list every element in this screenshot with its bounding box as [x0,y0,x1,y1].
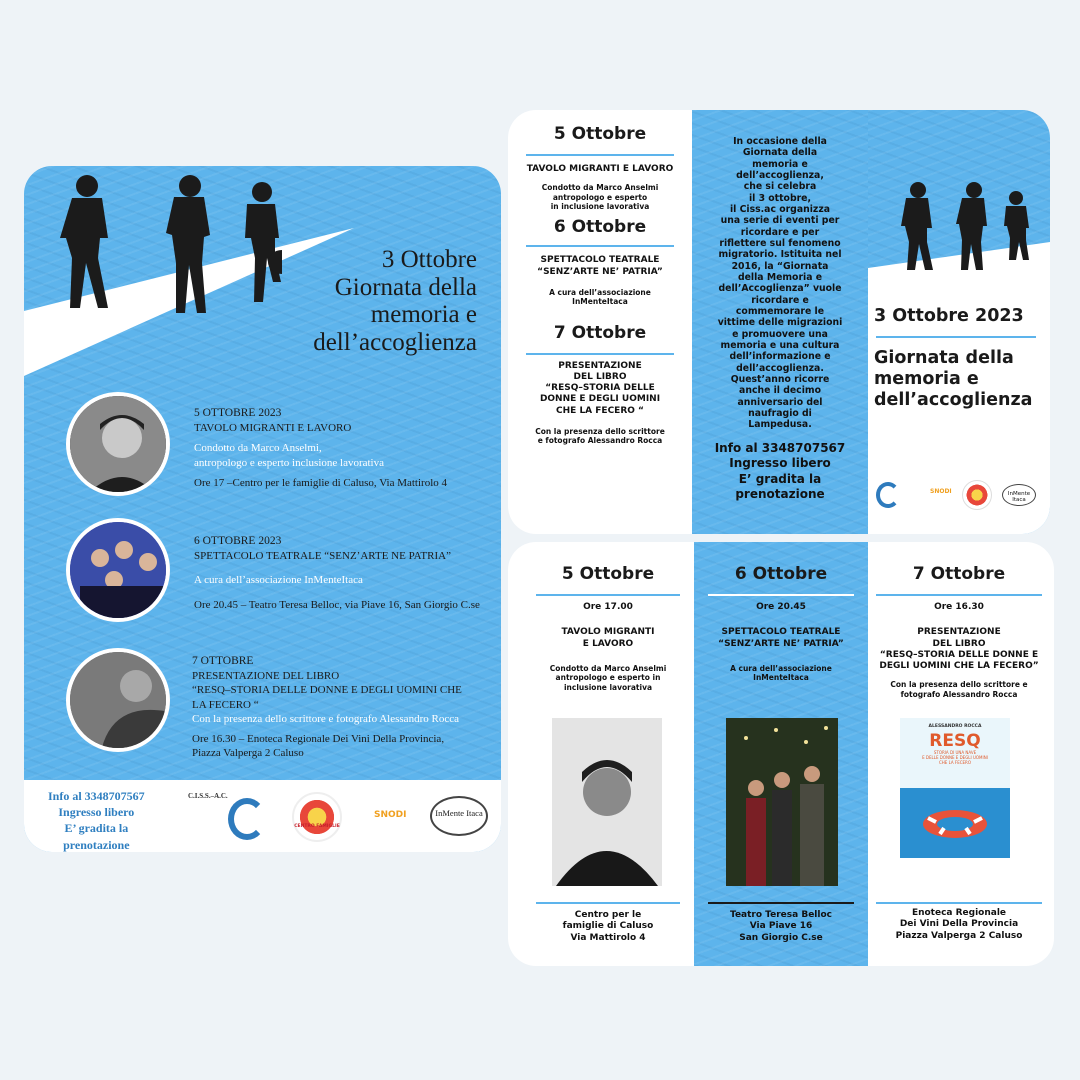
theatre-photo [66,518,170,622]
l2-time-3: Ore 16.30 [934,602,984,612]
cover-title: Giornata della memoria e dell’accoglienza [874,348,1033,410]
event-1-desc2: antropologo e esperto inclusione lavorativa [194,456,384,469]
lifebuoy-icon [900,788,1010,858]
event-3-name: PRESENTAZIONE DEL LIBRO [192,669,340,682]
event-3-desc1: Con la presenza dello scrittore e fotografo Alessandro Rocca [192,712,459,725]
book-cover [900,718,1010,858]
l2-col-3 [876,542,1042,699]
l2-name-2: SPETTACOLO TEATRALE “SENZ’ARTE NE’ PATRIA” [718,627,844,649]
l2-date-2: 6 Ottobre [734,564,828,584]
l1-name-2: SPETTACOLO TEATRALE “SENZ’ARTE NE’ PATRIA” [537,255,663,277]
info-booking-1: E’ gradita la [64,821,129,836]
l2-time-1: Ore 17.00 [583,602,633,612]
l2-desc-3: Con la presenza dello scrittore e fotografo Alessandro Rocca [890,680,1028,699]
event-3-where: Ore 16.30 – Enoteca Regionale Dei Vini Della Provincia, [192,733,445,746]
event-2-name: SPETTACOLO TEATRALE “SENZ’ARTE NE PATRIA” [194,549,451,562]
poster-card [24,166,501,852]
l1-date-3: 7 Ottobre [553,322,647,343]
event-3 [192,654,492,761]
l2-desc-2: A cura dell’associazione InMenteItaca [730,663,832,683]
l1-name-3: PRESENTAZIONE DEL LIBRO “RESQ–STORIA DELLE DONNE E DEGLI UOMINI CHE LA FECERO “ [539,360,661,416]
cover-date: 3 Ottobre 2023 [874,306,1024,326]
book-author: ALESSANDRO ROCCA [928,724,982,729]
l1-name-1: TAVOLO MIGRANTI E LAVORO [526,164,674,174]
event-1-where: Ore 17 –Centro per le famiglie di Caluso, Via Mattirolo 4 [194,476,447,489]
poster-title-date: 3 Ottobre [381,246,477,273]
leaflet-program [508,542,1054,966]
event-3-name2: “RESQ–STORIA DELLE DONNE E DEGLI UOMINI CHE [192,684,462,697]
l2-desc-1: Condotto da Marco Anselmi antropologo e esperto in inclusione lavorativa [549,663,667,692]
info-booking-2: prenotazione [63,837,130,852]
event-3-name3: LA FECERO “ [192,698,259,711]
intro-text: In occasione della Giornata della memoria e dell’accoglienza, che si celebra il 3 ottobre, il Ciss.ac organizza una serie di eventi per ricordare e per riflettere sul fenomeno migratorio. Istituita nel 2016, la “Giornata della Memoria e dell’Accoglienza” vuole ricordare e commemorare le vittime delle migrazioni e promuovere una memoria e una cultura dell’informazione e dell’accoglienza. Quest’anno ricorre anche il decimo anniversario del naufragio di Lampedusa. [717,136,843,431]
l2-place-2: Teatro Teresa Belloc Via Piave 16 San Giorgio C.se [730,910,832,943]
event-2 [194,534,489,612]
speaker-photo-large [552,718,662,886]
leaflet1-intro-column [692,110,868,534]
cover-silhouettes-icon [894,180,1034,272]
event-3-date: 7 OTTOBRE [192,655,254,667]
l2-col-1 [536,542,680,692]
event-2-desc1: A cura dell’associazione InMenteItaca [194,574,363,587]
l2-name-3: PRESENTAZIONE DEL LIBRO “RESQ–STORIA DELLE DONNE E DEGLI UOMINI CHE LA FECERO” [879,627,1039,671]
event-1 [194,406,484,490]
leaflet-inside [508,110,1050,534]
snodi-logo: SNODI [374,810,407,820]
event-1-desc1: Condotto da Marco Anselmi, [194,442,322,455]
l2-place-1: Centro per le famiglie di Caluso Via Mattirolo 4 [562,910,654,943]
info-free-entry: Ingresso libero [58,805,135,820]
theatre-photo-large [726,718,838,886]
l1-info: Info al 3348707567 Ingresso libero E’ gradita la prenotazione [714,440,846,502]
leaflet1-program-column: 5 Ottobre TAVOLO MIGRANTI E LAVORO Condotto da Marco Anselmi antropologo e esperto in inclusione lavorativa 6 Ottobre SPETTACOLO TEATRALE “SENZ’ARTE NE’ PATRIA” A cura dell’associazione InMenteItaca 7 Ottobre PRESENTAZIONE DEL LIBRO “RESQ–STORIA DELLE DONNE E DEGLI UOMINI CHE LA FECERO “ Con la presenza dello scrittore e fotografo Alessandro Rocca [526,124,674,446]
poster-title [313,246,477,356]
poster-footer [24,780,501,852]
info-phone: Info al 3348707567 [48,789,145,803]
l2-col-2 [694,542,868,966]
poster-title-line3: memoria e [370,301,477,328]
cover-logos: SNODI InMente Itaca [870,476,1046,516]
centro-famiglie-logo: CENTRO FAMIGLIE [292,792,342,842]
poster-info [48,788,145,852]
leaflet1-cover-column [868,110,1050,534]
event-2-date: 6 OTTOBRE 2023 [194,535,282,547]
ciss-logo: C.I.S.S.–A.C. [188,792,278,842]
l2-place-3: Enoteca Regionale Dei Vini Della Provincia Piazza Valperga 2 Caluso [895,908,1023,941]
event-1-name: TAVOLO MIGRANTI E LAVORO [194,421,352,434]
event-1-date: 5 OTTOBRE 2023 [194,407,282,419]
event-2-where: Ore 20.45 – Teatro Teresa Belloc, via Piave 16, San Giorgio C.se [194,598,480,611]
book-subtitle: STORIA DI UNA NAVE E DELLE DONNE E DEGLI UOMINI CHE LA FECERO [922,750,988,765]
l1-date-1: 5 Ottobre [553,124,647,144]
book-title: RESQ [929,731,981,751]
silhouettes-icon [42,172,282,322]
l2-date-3: 7 Ottobre [912,564,1006,584]
author-photo [66,648,170,752]
inmenteitaca-logo: InMente Itaca [430,796,488,836]
speaker-photo [66,392,170,496]
poster-title-line4: dell’accoglienza [313,328,477,356]
event-3-where2: Piazza Valperga 2 Caluso [192,747,304,760]
l2-name-1: TAVOLO MIGRANTI E LAVORO [561,627,655,649]
poster-title-line2: Giornata della [334,273,477,301]
l2-time-2: Ore 20.45 [756,602,806,612]
l2-date-1: 5 Ottobre [561,564,655,584]
l1-date-2: 6 Ottobre [553,217,647,238]
